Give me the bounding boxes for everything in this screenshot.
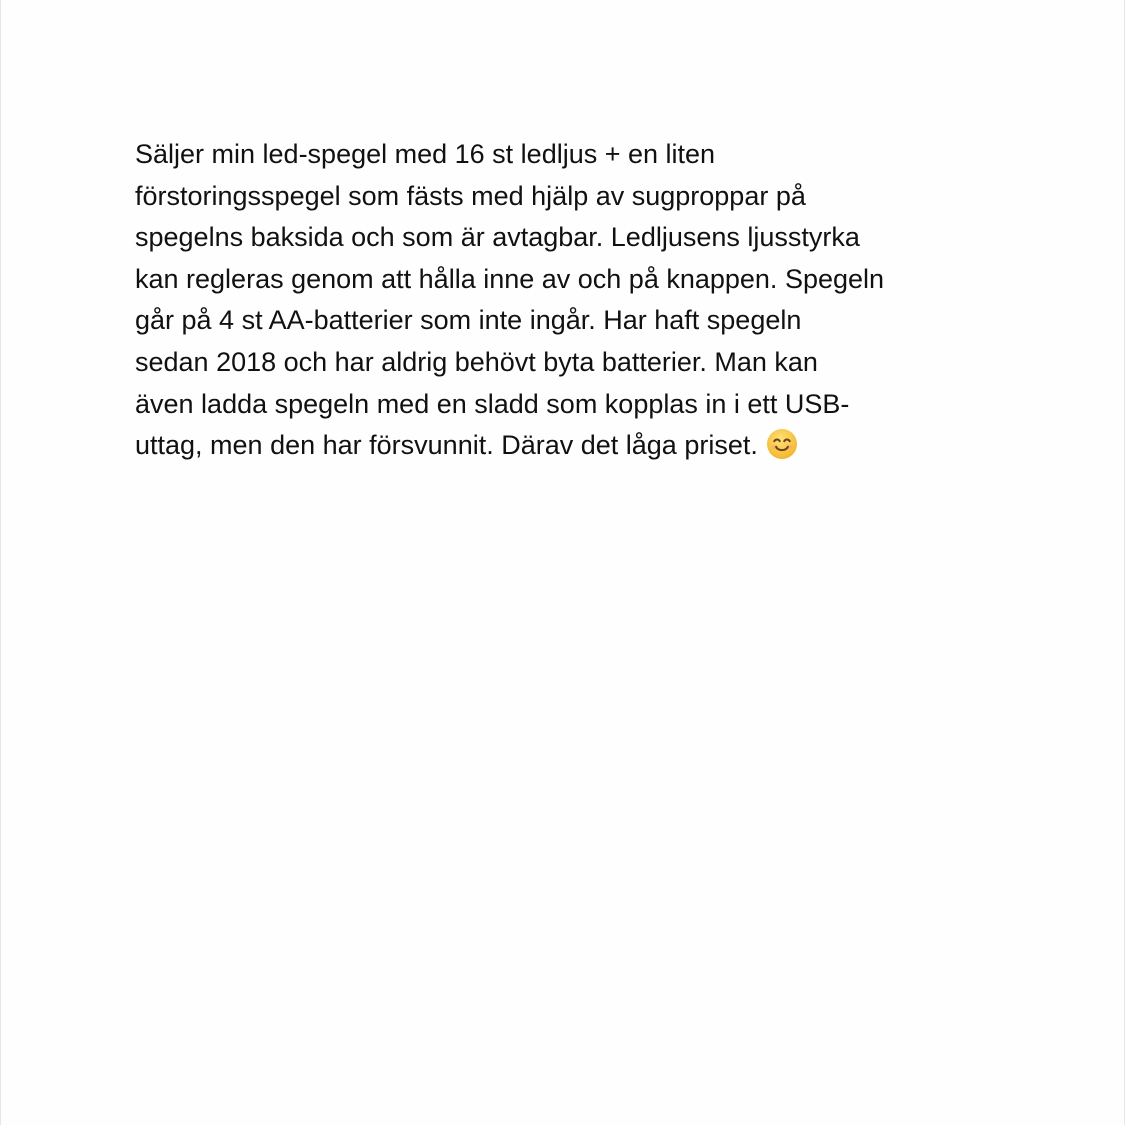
- text-line: Säljer min led-spegel med 16 st ledljus + en liten: [135, 139, 716, 169]
- text-line: går på 4 st AA-batterier som inte ingår. Har haft spegeln: [135, 305, 802, 336]
- text-line: spegelns baksida och som är avtagbar. Ledljusens ljusstyrka: [135, 222, 860, 253]
- text-line: sedan 2018 och har aldrig behövt byta batterier. Man kan: [135, 346, 818, 377]
- description-text: [135, 134, 1005, 473]
- last-text-line: [135, 425, 1005, 473]
- text-line: kan regleras genom att hålla inne av och på knappen. Spegeln: [135, 263, 885, 294]
- text-line-content: uttag, men den har försvunnit. Därav det låga priset.: [135, 430, 758, 461]
- text-line: även ladda spegeln med en sladd som kopplas in i ett USB-: [135, 388, 850, 419]
- text-line: förstoringsspegel som fästs med hjälp av sugproppar på: [135, 180, 806, 211]
- smiling-face-emoji-icon: [766, 428, 798, 473]
